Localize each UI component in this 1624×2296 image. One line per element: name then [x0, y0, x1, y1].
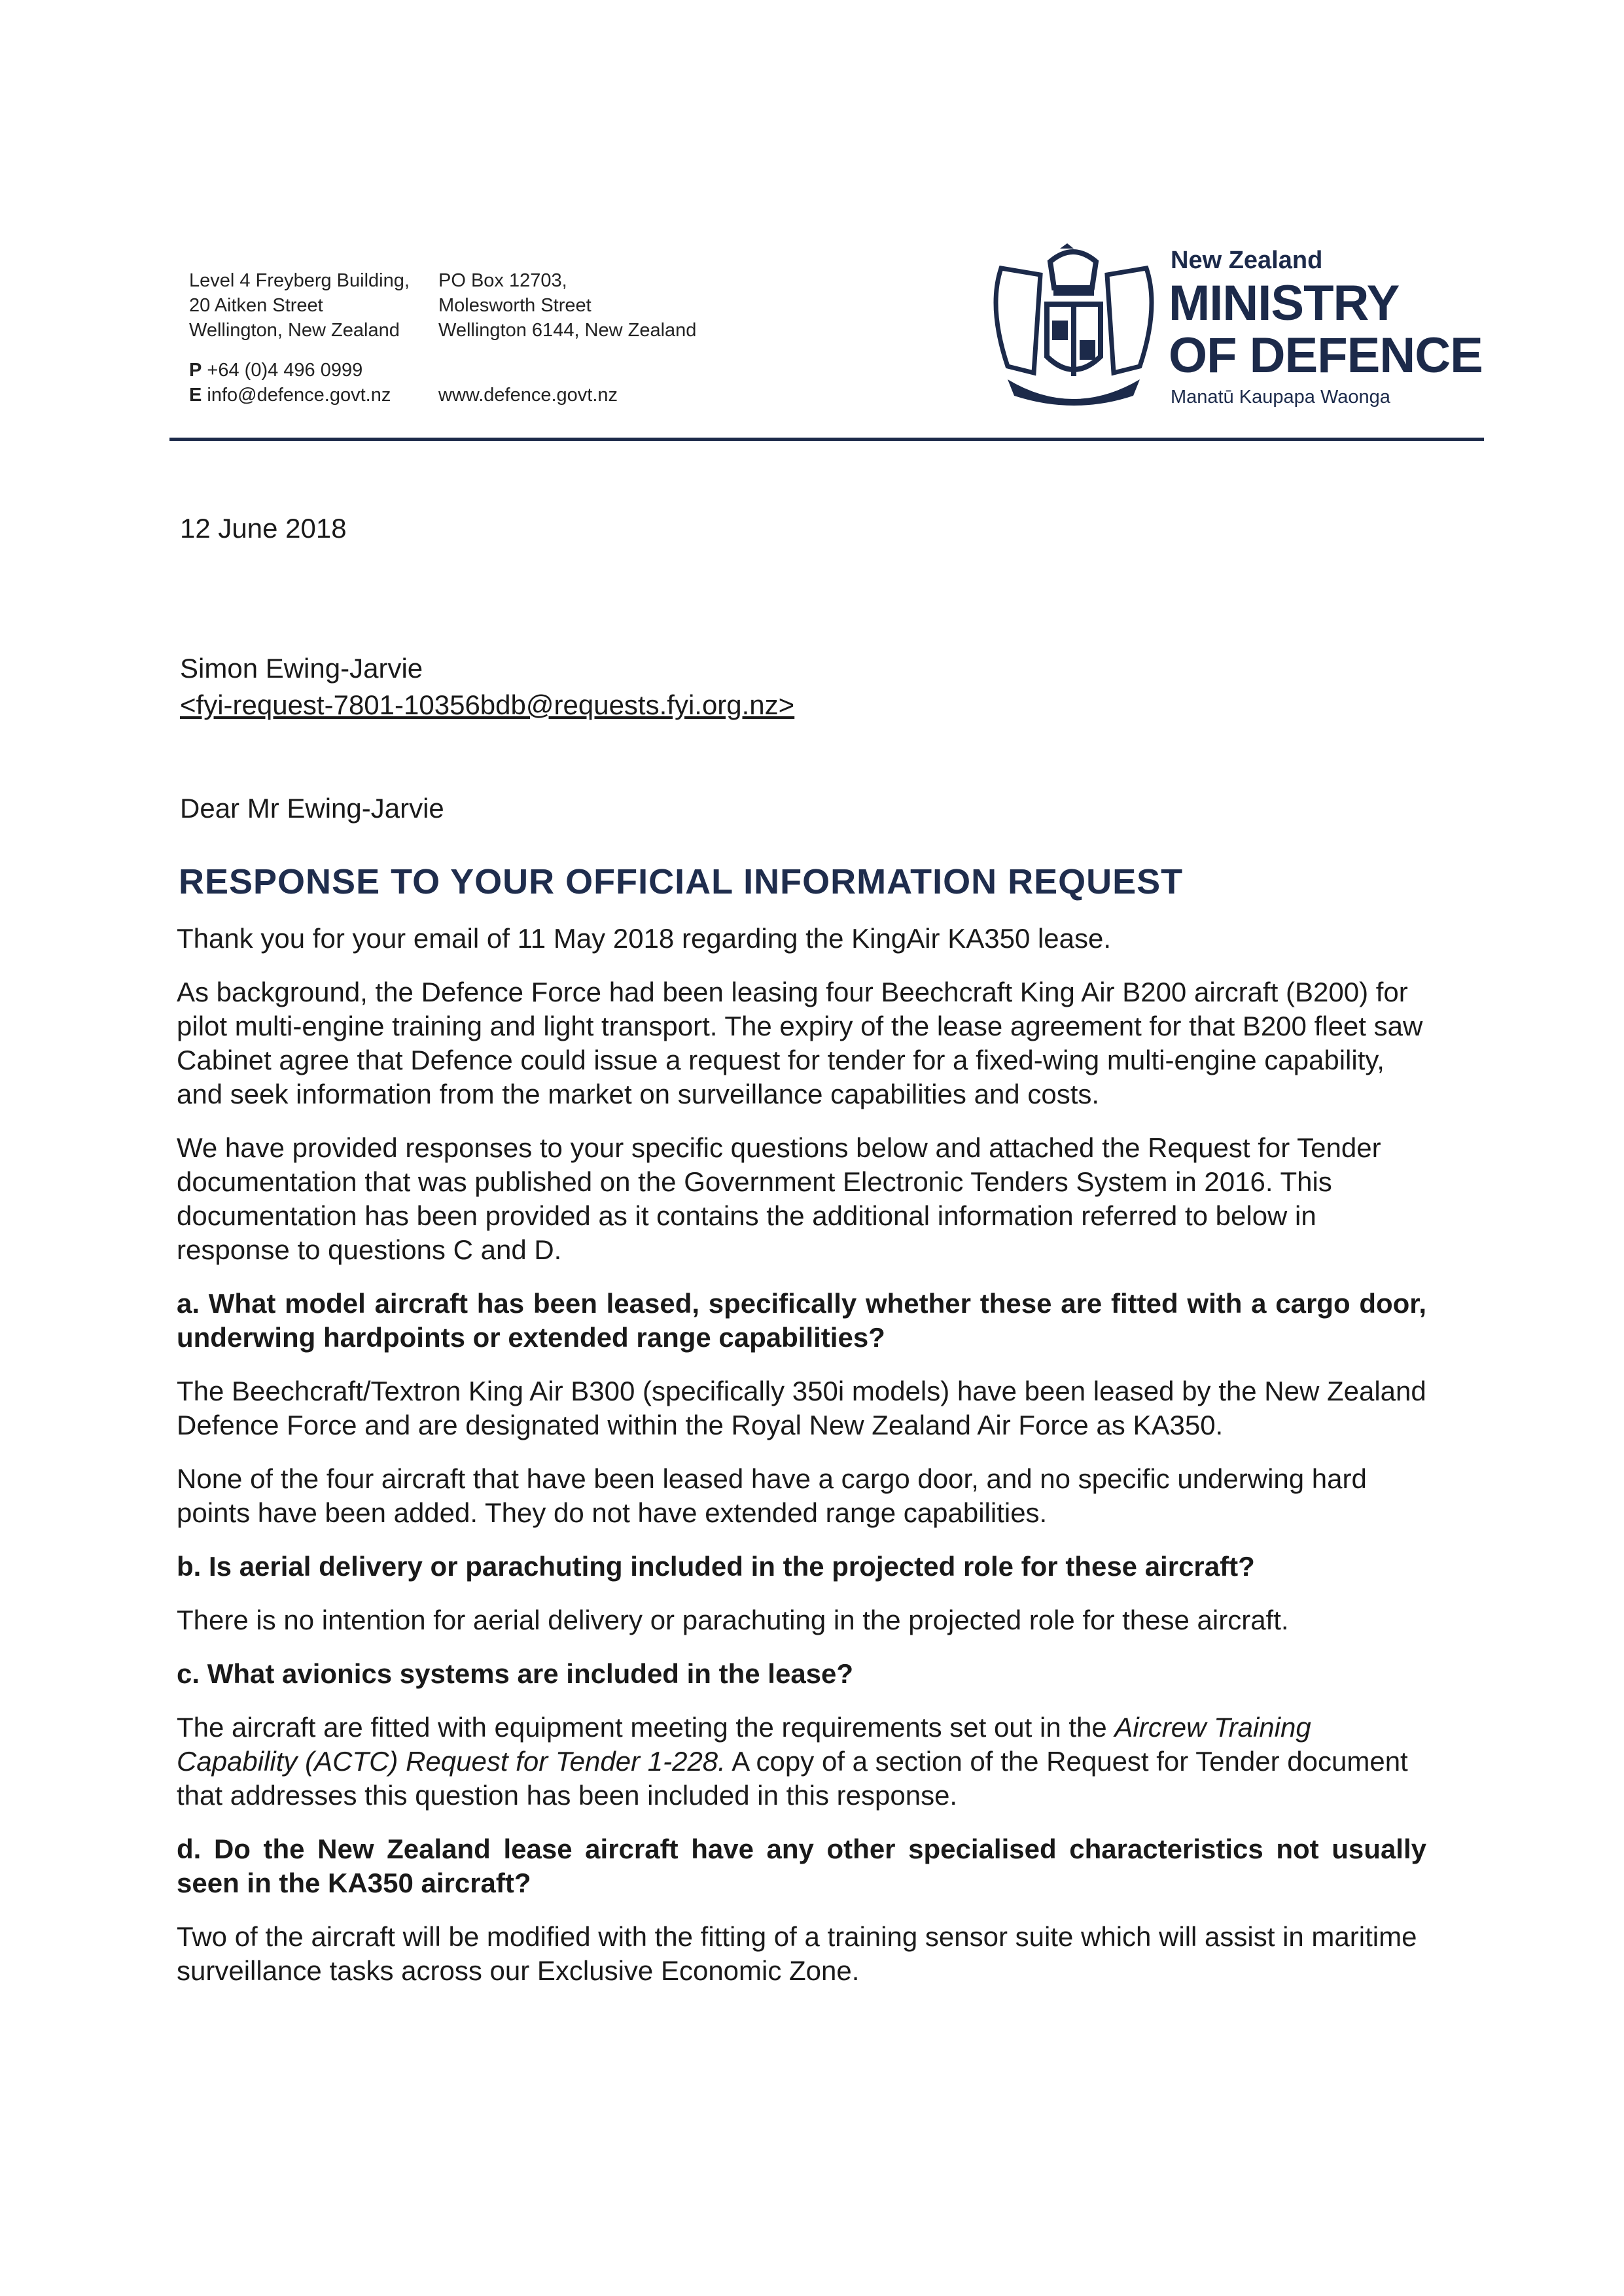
question-d: d. Do the New Zealand lease aircraft have any other specialised characteristics not usually seen in the KA350 aircraft?: [177, 1834, 1426, 1898]
letter-date: 12 June 2018: [180, 513, 347, 544]
paragraph-attachments: We have provided responses to your specific questions below and attached the Request for Tender documentation that was published on the Government Electronic Tenders System in 2016. This documentation has been provided as it contains the additional information referred to below in response to questions C and D.: [177, 1132, 1381, 1265]
answer-c: [177, 1711, 1426, 1813]
header-divider: [169, 438, 1484, 441]
phone-number: +64 (0)4 496 0999: [207, 360, 363, 381]
contact-block: [189, 358, 391, 408]
address-line: Molesworth Street: [438, 295, 591, 316]
recipient-name: Simon Ewing-Jarvie: [180, 653, 423, 684]
question-c: c. What avionics systems are included in the lease?: [177, 1658, 854, 1689]
tender-reference: Aircrew Training Capability (ACTC) Request for Tender 1-228.: [177, 1712, 1311, 1777]
email-label: E: [189, 385, 202, 406]
answer-c-text: A copy of a section of the Request for Tender document that addresses this question has been included in this response.: [177, 1746, 1408, 1811]
org-name-line-2: OF DEFENCE: [1169, 328, 1483, 383]
phone: [189, 358, 391, 383]
address-line: Wellington, New Zealand: [189, 320, 400, 341]
email-address[interactable]: info@defence.govt.nz: [207, 385, 391, 406]
salutation: Dear Mr Ewing-Jarvie: [180, 793, 444, 824]
org-country: New Zealand: [1171, 247, 1323, 274]
phone-label: P: [189, 360, 202, 381]
address-line: 20 Aitken Street: [189, 295, 323, 316]
address-street: [189, 268, 410, 343]
org-maori-name: Manatū Kaupapa Waonga: [1171, 387, 1390, 408]
answer-a-1: The Beechcraft/Textron King Air B300 (specifically 350i models) have been leased by the New Zealand Defence Force and are designated within the Royal New Zealand Air Force as KA350.: [177, 1376, 1426, 1440]
recipient-email[interactable]: <fyi-request-7801-10356bdb@requests.fyi.org.nz>: [180, 689, 795, 720]
coat-of-arms-icon: [981, 242, 1166, 409]
answer-b: There is no intention for aerial delivery or parachuting in the projected role for these aircraft.: [177, 1605, 1289, 1635]
paragraph-intro: Thank you for your email of 11 May 2018 regarding the KingAir KA350 lease.: [177, 923, 1112, 954]
answer-d: Two of the aircraft will be modified with the fitting of a training sensor suite which will assist in maritime surveillance tasks across our Exclusive Economic Zone.: [177, 1921, 1417, 1986]
paragraph-background: As background, the Defence Force had been leasing four Beechcraft King Air B200 aircraft (B200) for pilot multi-engine training and light transport. The expiry of the lease agreement for that B200 fleet saw Cabinet agree that Defence could issue a request for tender for a fixed-wing multi-engine capability, and seek information from the market on surveillance capabilities and costs.: [177, 977, 1423, 1109]
org-name: [1169, 277, 1483, 382]
address-line: PO Box 12703,: [438, 270, 567, 291]
question-b: b. Is aerial delivery or parachuting included in the projected role for these aircraft?: [177, 1551, 1255, 1582]
address-line: Level 4 Freyberg Building,: [189, 270, 410, 291]
address-postal: [438, 268, 696, 343]
answer-c-text: The aircraft are fitted with equipment meeting the requirements set out in the: [177, 1712, 1115, 1743]
question-a: a. What model aircraft has been leased, specifically whether these are fitted with a cargo door, underwing hardpoints or extended range capabilities?: [177, 1288, 1426, 1353]
letter-heading: RESPONSE TO YOUR OFFICIAL INFORMATION REQUEST: [179, 862, 1184, 901]
address-line: Wellington 6144, New Zealand: [438, 320, 697, 341]
org-name-line-1: MINISTRY: [1169, 275, 1400, 331]
website[interactable]: www.defence.govt.nz: [438, 385, 618, 406]
letter-body: [177, 922, 1426, 2008]
answer-a-2: None of the four aircraft that have been leased have a cargo door, and no specific underwing hard points have been added. They do not have extended range capabilities.: [177, 1463, 1367, 1528]
email: [189, 383, 391, 408]
